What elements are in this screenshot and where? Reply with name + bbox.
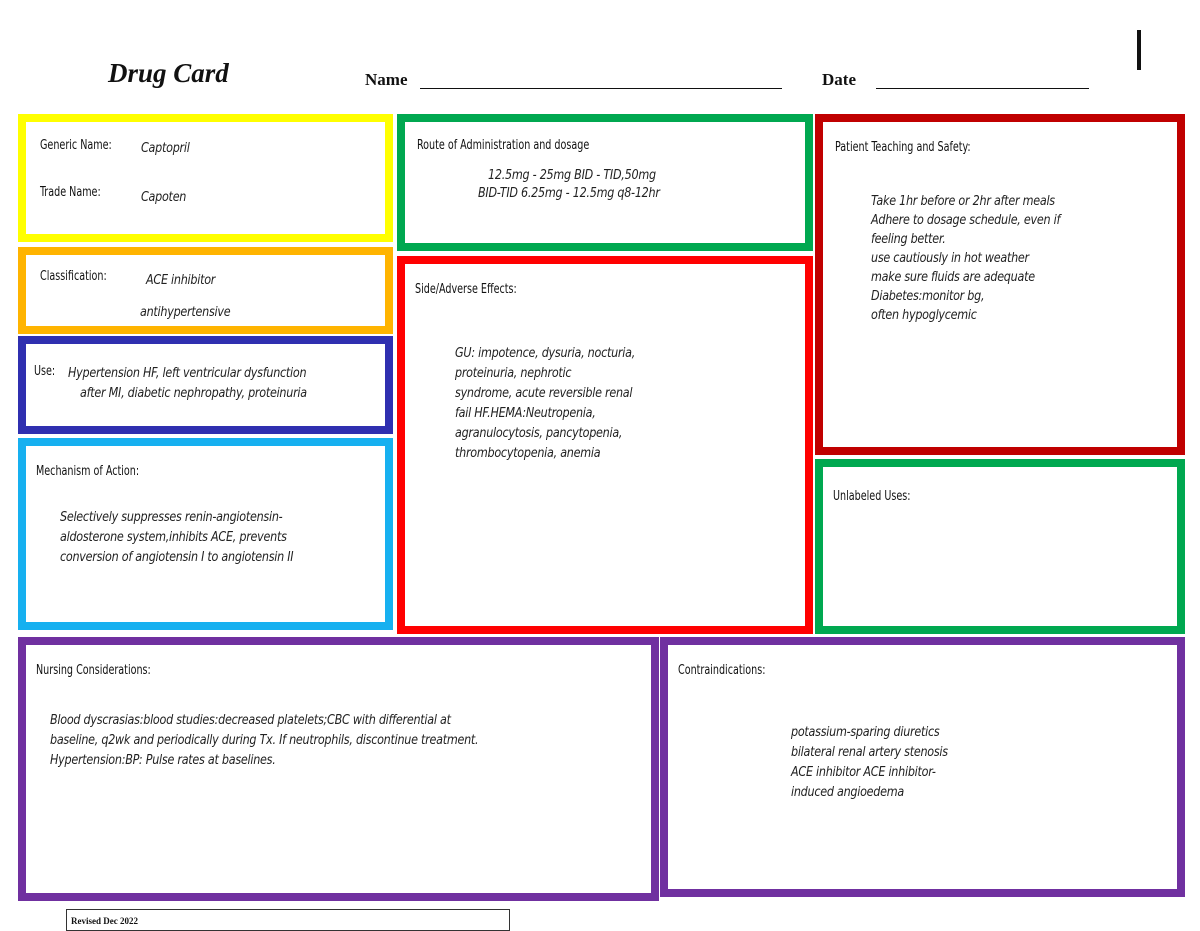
route-line-1: 12.5mg - 25mg BID - TID,50mg <box>488 168 656 183</box>
teaching-line-7: often hypoglycemic <box>871 308 977 323</box>
contra-line-2: bilateral renal artery stenosis <box>791 745 948 760</box>
page-title: Drug Card <box>108 58 229 88</box>
name-label: Name <box>365 70 408 89</box>
use-line-2: after MI, diabetic nephropathy, proteinuria <box>80 386 307 401</box>
teaching-line-5: make sure fluids are adequate <box>871 270 1035 285</box>
route-box <box>397 114 813 251</box>
page-number-mark <box>1137 30 1141 70</box>
classification-line-1: ACE inhibitor <box>146 273 216 288</box>
side-effects-line-1: GU: impotence, dysuria, nocturia, <box>455 346 636 361</box>
revised-note <box>66 909 510 931</box>
mechanism-line-2: aldosterone system,inhibits ACE, prevents <box>60 530 287 545</box>
use-line-1: Hypertension HF, left ventricular dysfunction <box>68 366 307 381</box>
contra-line-4: induced angioedema <box>791 785 904 800</box>
nursing-line-3: Hypertension:BP: Pulse rates at baselines. <box>50 753 276 768</box>
nursing-line-1: Blood dyscrasias:blood studies:decreased platelets;CBC with differential at <box>50 713 451 728</box>
nursing-line-2: baseline, q2wk and periodically during Tx. If neutrophils, discontinue treatment. <box>50 733 479 748</box>
side-effects-line-2: proteinuria, nephrotic <box>455 366 572 381</box>
contraindications-label: Contraindications: <box>678 663 766 678</box>
classification-label: Classification: <box>40 269 107 284</box>
trade-name-label: Trade Name: <box>40 185 101 200</box>
date-field[interactable] <box>876 88 1089 89</box>
side-effects-line-6: thrombocytopenia, anemia <box>455 446 601 461</box>
side-effects-line-4: fail HF.HEMA:Neutropenia, <box>455 406 596 421</box>
contra-line-1: potassium-sparing diuretics <box>791 725 940 740</box>
mechanism-line-1: Selectively suppresses renin-angiotensin- <box>60 510 283 525</box>
date-label: Date <box>822 70 856 89</box>
nursing-considerations-label: Nursing Considerations: <box>36 663 151 678</box>
use-label: Use: <box>34 364 56 379</box>
generic-name-label: Generic Name: <box>40 138 112 153</box>
route-label: Route of Administration and dosage <box>417 138 590 153</box>
name-box <box>18 114 393 242</box>
mechanism-line-3: conversion of angiotensin I to angiotensin II <box>60 550 294 565</box>
side-effects-label: Side/Adverse Effects: <box>415 282 517 297</box>
contra-line-3: ACE inhibitor ACE inhibitor- <box>791 765 936 780</box>
side-effects-line-5: agranulocytosis, pancytopenia, <box>455 426 623 441</box>
patient-teaching-box <box>815 114 1185 455</box>
trade-name-value: Capoten <box>141 190 187 205</box>
side-effects-box <box>397 256 813 634</box>
contraindications-box <box>660 637 1185 897</box>
nursing-considerations-box <box>18 637 659 901</box>
teaching-line-4: use cautiously in hot weather <box>871 251 1029 266</box>
route-line-2: BID-TID 6.25mg - 12.5mg q8-12hr <box>478 186 660 201</box>
patient-teaching-label: Patient Teaching and Safety: <box>835 140 971 155</box>
classification-line-2: antihypertensive <box>140 305 231 320</box>
mechanism-label: Mechanism of Action: <box>36 464 140 479</box>
side-effects-line-3: syndrome, acute reversible renal <box>455 386 633 401</box>
teaching-line-3: feeling better. <box>871 232 946 247</box>
mechanism-box <box>18 438 393 630</box>
classification-box <box>18 247 393 334</box>
unlabeled-uses-box <box>815 459 1185 634</box>
teaching-line-2: Adhere to dosage schedule, even if <box>871 213 1061 228</box>
generic-name-value: Captopril <box>141 141 190 156</box>
name-field[interactable] <box>420 88 782 89</box>
unlabeled-uses-label: Unlabeled Uses: <box>833 489 911 504</box>
revised-text: Revised Dec 2022 <box>71 916 138 926</box>
use-box <box>18 336 393 434</box>
teaching-line-6: Diabetes:monitor bg, <box>871 289 985 304</box>
teaching-line-1: Take 1hr before or 2hr after meals <box>871 194 1055 209</box>
